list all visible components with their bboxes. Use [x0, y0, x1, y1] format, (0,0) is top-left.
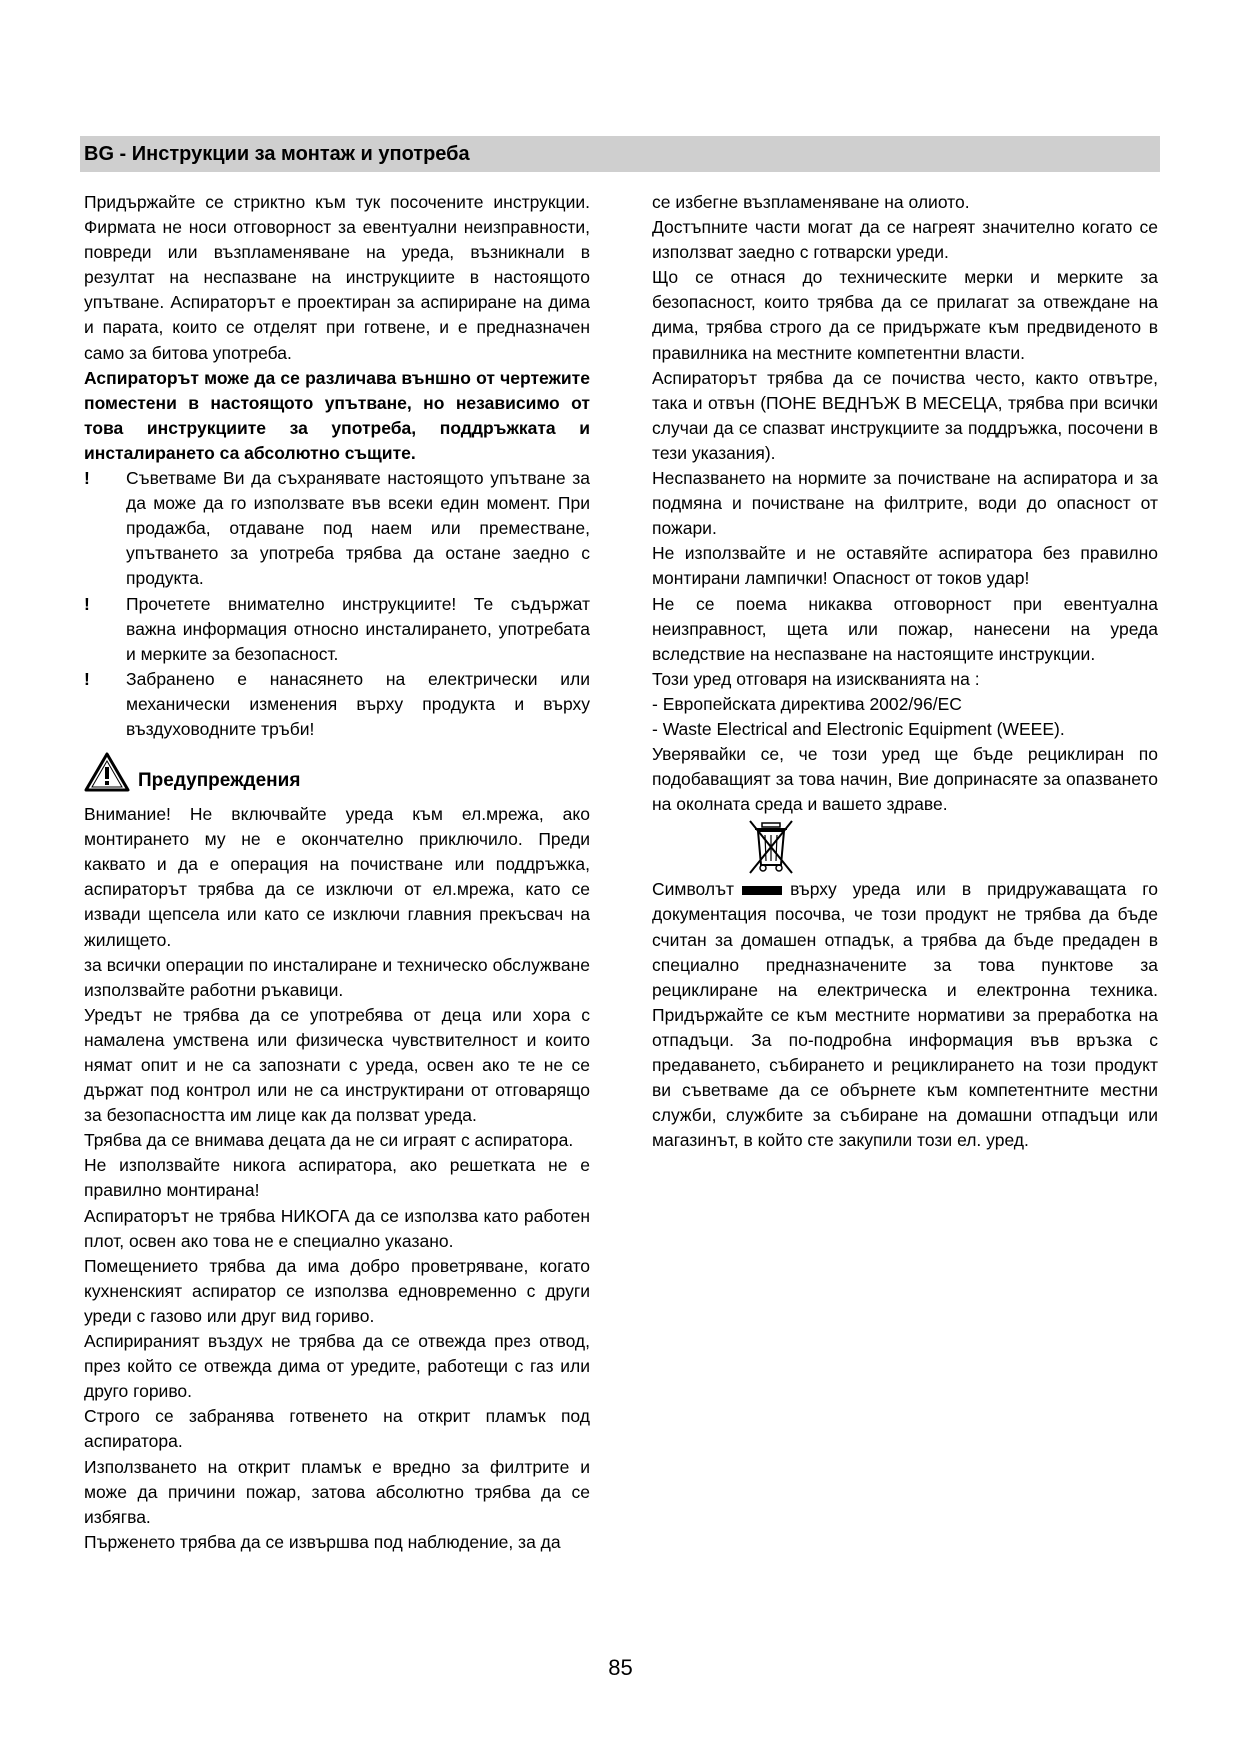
- paragraph: се избегне възпламеняване на олиото.: [652, 192, 970, 212]
- weee-symbol-block: [652, 817, 1158, 877]
- bullet-item: [84, 466, 590, 591]
- warning-paragraph: Строго се забранява готвенето на открит пламък под аспиратора.: [84, 1406, 590, 1452]
- warning-paragraph: Уредът не трябва да се употребява от деца или хора с намалена умствена или физическа чувствителност и които нямат опит и не са запознати с уреда, освен ако те не се държат под контрол или не са инструктирани от отговарящо за безопасността им лице как да ползват уреда.: [84, 1004, 590, 1126]
- bullet-text: Съветваме Ви да съхранявате настоящото упътване за да може да го използвате във всеки един момент. При продажба, отдаване под наем или преместване, упътването за употреба трябва да остане заедно с продукта.: [126, 468, 590, 589]
- bold-note: Аспираторът може да се различава външно от чертежите поместени в настоящото упътване, но независимо от това инструкциите за употреба, поддръжката и инсталирането са абсолютно същите.: [84, 367, 590, 463]
- warning-paragraph: за всички операции по инсталиране и техническо обслужване използвайте работни ръкавици.: [84, 954, 590, 1000]
- intro-paragraph: Придържайте се стриктно към тук посочените инструкции. Фирмата не носи отговорност за евентуални неизправности, повреди или възпламеняване на уреда, възникнали в резултат на неспазване на инструкциите в настоящото упътване. Аспираторът е проектиран за аспириране на дима и парата, които се отделят при готвене, и е предназначен само за битова употреба.: [84, 192, 590, 363]
- paragraph: Този уред отговаря на изискванията на :: [652, 668, 980, 689]
- paragraph: Аспираторът трябва да се почиства често, както отвътре, така и отвън (ПОНЕ ВЕДНЪЖ В МЕСЕЦА, трябва при всички случаи да се спазват инструкциите за поддръжка, посочени в тези указания).: [652, 367, 1158, 463]
- warnings-title: Предупреждения: [138, 770, 301, 792]
- paragraph: - Waste Electrical and Electronic Equipment (WEEE).: [652, 718, 1065, 739]
- paragraph: Уверявайки се, че този уред ще бъде рециклиран по подобаващият за това начин, Вие допринасяте за опазването на околната среда и вашето здраве.: [652, 744, 1158, 815]
- exclamation-icon: !: [84, 668, 90, 689]
- warning-paragraph: Пърженето трябва да се извършва под наблюдение, за да: [84, 1531, 561, 1552]
- page-number: 85: [608, 1655, 633, 1680]
- section-header: [80, 136, 1160, 172]
- paragraph: Неспазването на нормите за почистване на аспиратора и за подмяна и почистване на филтрите, води до опасност от пожари.: [652, 468, 1158, 539]
- exclamation-icon: !: [84, 593, 90, 614]
- bullet-text: Прочетете внимателно инструкциите! Те съдържат важна информация относно инсталирането, употребата и мерките за безопасност.: [126, 593, 590, 664]
- warning-triangle-icon: [84, 752, 130, 792]
- black-bar-icon: [742, 886, 782, 895]
- paragraph: Достъпните части могат да се нагреят значително когато се използват заедно с готварски уреди.: [652, 217, 1158, 263]
- paragraph: Що се отнася до техническите мерки и мерките за безопасност, които трябва да се прилагат за отвеждане на дима, трябва строго да се придържате към предвиденото в правилника на местните компетентни власти.: [652, 267, 1158, 363]
- warning-paragraph: Аспираторът не трябва НИКОГА да се използва като работен плот, освен ако това не е специално указано.: [84, 1205, 590, 1251]
- warning-paragraph: Използването на открит пламък е вредно за филтрите и може да причини пожар, затова абсолютно трябва да се избягва.: [84, 1456, 590, 1527]
- warning-paragraph: Внимание! Не включвайте уреда към ел.мрежа, ако монтирането му не е окончателно приключило. Преди каквато и да е операция на почистване или поддръжка, аспираторът трябва да се изключи от ел.мрежа, като се извади щепсела или като се изключи главния прекъсвач на жилището.: [84, 804, 590, 950]
- left-column: [84, 190, 590, 1555]
- warning-paragraph: Аспирираният въздух не трябва да се отвежда през отвод, през който се отвежда дима от уредите, работещи с газ или друго гориво.: [84, 1331, 590, 1402]
- symbol-prefix: Символът: [652, 879, 735, 900]
- paragraph: Не използвайте и не оставяйте аспиратора без правилно монтирани лампички! Опасност от токов удар!: [652, 543, 1158, 589]
- warning-paragraph: Трябва да се внимава децата да не си играят с аспиратора.: [84, 1130, 574, 1151]
- symbol-text: върху уреда или в придружаващата го документация посочва, че този продукт не трябва да бъде считан за домашен отпадък, а трябва да бъде предаден в специално предназначените за това пунктове за рециклиране на електрическа и електронна техника. Придържайте се към местните нормативи за преработка на отпадъци. За по-подробна информация във връзка с предаването, събирането и рециклирането на този продукт ви съветваме да се обърнете към компетентните местни служби, службите за събиране на домашни отпадъци или магазинът, в който сте закупили този ел. уред.: [652, 879, 1158, 1151]
- warning-paragraph: Помещението трябва да има добро проветряване, когато кухненският аспиратор се използва едновременно с други уреди с газово или друг вид гориво.: [84, 1255, 590, 1326]
- crossed-bin-icon: [746, 817, 796, 877]
- exclamation-icon: !: [84, 468, 90, 489]
- warnings-heading: [84, 752, 590, 802]
- section-title: BG - Инструкции за монтаж и употреба: [84, 143, 470, 165]
- right-column: [652, 190, 1158, 1153]
- paragraph: - Европейската директива 2002/96/EC: [652, 693, 962, 714]
- bullet-item: [84, 667, 590, 742]
- paragraph: Не се поема никаква отговорност при евентуална неизправност, щета или пожар, нанесени на уреда вследствие на неспазване на настоящите инструкции.: [652, 593, 1158, 664]
- bullet-text: Забранено е нанасянето на електрически или механически изменения върху продукта и върху въздуховодните тръби!: [126, 668, 590, 739]
- warning-paragraph: Не използвайте никога аспиратора, ако решетката не е правилно монтирана!: [84, 1155, 590, 1201]
- bullet-item: [84, 592, 590, 667]
- symbol-paragraph: [652, 877, 1158, 1153]
